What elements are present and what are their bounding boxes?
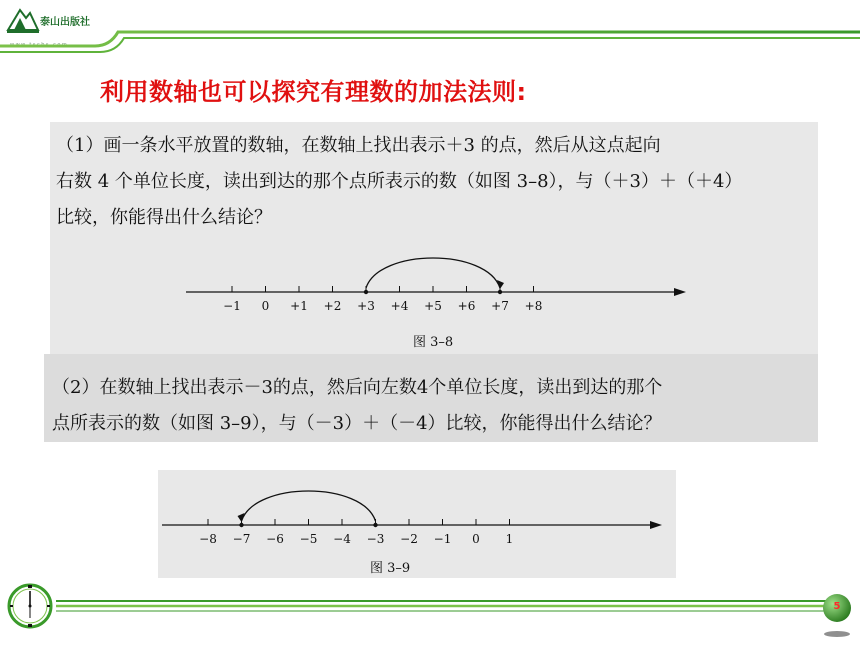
- slide-title: 利用数轴也可以探究有理数的加法法则:: [100, 78, 527, 106]
- tick-label: +7: [491, 299, 509, 313]
- page-number: 5: [833, 601, 841, 612]
- point-marker: [364, 290, 368, 294]
- question1-line: 比较，你能得出什么结论？: [56, 207, 272, 228]
- tick-label: −4: [333, 532, 351, 546]
- question2-line: （2）在数轴上找出表示－3的点，然后向左数4个单位长度，读出到达的那个: [52, 377, 663, 398]
- tick-label: +1: [290, 299, 308, 313]
- jump-arc: [366, 258, 500, 288]
- page-number-badge: [820, 590, 854, 640]
- point-marker: [239, 523, 243, 527]
- number-line-figure-2: [158, 478, 676, 554]
- tick-label: −1: [223, 299, 241, 313]
- tick-label: +2: [323, 299, 342, 313]
- question1-line: （1）画一条水平放置的数轴，在数轴上找出表示＋3 的点，然后从这点起向: [56, 135, 661, 156]
- tick-group: [199, 519, 513, 546]
- tick-label: +8: [524, 299, 543, 313]
- figure-caption-1: 图 3–8: [413, 335, 454, 350]
- jump-arc: [242, 491, 376, 521]
- tick-label: −6: [266, 532, 284, 546]
- tick-label: −5: [299, 532, 318, 546]
- tick-label: −1: [433, 532, 452, 546]
- publisher-name: 泰山出版社: [40, 17, 90, 28]
- publisher-url: www.tscbs.com: [10, 42, 69, 48]
- axis-arrow-icon: [674, 288, 686, 296]
- header-rule: [0, 22, 860, 62]
- number-line-figure-1: [180, 244, 700, 320]
- tick-label: 0: [261, 299, 270, 313]
- tick-label: −8: [199, 532, 217, 546]
- tick-label: +5: [424, 299, 442, 313]
- tick-label: −2: [400, 532, 418, 546]
- tick-label: +4: [390, 299, 409, 313]
- point-marker: [373, 523, 377, 527]
- tick-group: [223, 286, 542, 313]
- point-marker: [498, 290, 502, 294]
- figure-caption-2: 图 3–9: [370, 561, 411, 576]
- tick-label: −3: [366, 532, 385, 546]
- axis-arrow-icon: [650, 521, 662, 529]
- tick-label: 0: [472, 532, 480, 546]
- tick-label: −7: [232, 532, 251, 546]
- question1-line: 右数 4 个单位长度，读出到达的那个点所表示的数（如图 3–8），与（＋3）＋（＋4）: [56, 171, 743, 192]
- question1-text: [56, 128, 742, 236]
- footer-rule: [0, 590, 860, 620]
- question2-line: 点所表示的数（如图 3–9），与（－3）＋（－4）比较，你能得出什么结论？: [52, 413, 662, 434]
- tick-label: 1: [505, 532, 514, 546]
- question2-text: [52, 370, 662, 442]
- tick-label: +6: [457, 299, 476, 313]
- tick-label: +3: [357, 299, 375, 313]
